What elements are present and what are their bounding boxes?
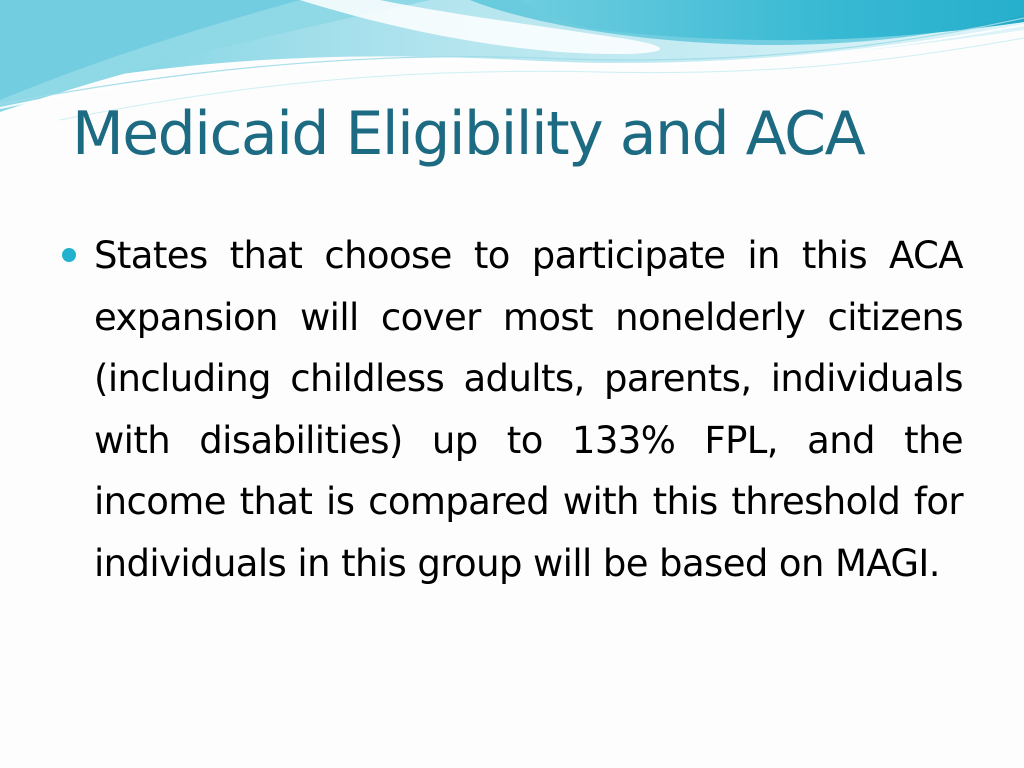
bullet-text: States that choose to participate in this ACA expansion will cover most nonelderly citizens (including childless adults, parents, individuals with disabilities) up to 133% FPL, and the income that is compared with this threshold for individuals in this group will be based on MAGI.	[94, 234, 963, 585]
bullet-dot-icon	[62, 248, 76, 262]
bullet-item	[58, 225, 963, 594]
slide-title: Medicaid Eligibility and ACA	[72, 99, 865, 169]
slide-content	[58, 225, 963, 594]
